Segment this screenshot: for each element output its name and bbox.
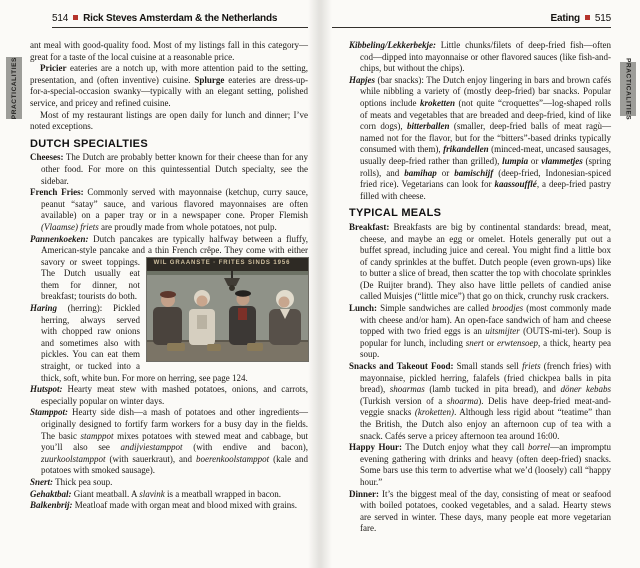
entry-snacks-and-takeout-food: Snacks and Takeout Food: Small stands sell friets (french fries) with mayonnaise, pickled herring, falafels (fried chickpea balls in pita bread), shoarmas (lamb tucked in pita bread), and döner kebabs (Turkish version of a shoarma). Delis have deep-fried meat-and-veggie snacks (kroketten). Although less rigid about “teatime” than the British, the Dutch also enjoy an afternoon cup of tea with a snack. Cafés serve a pricey afternoon tea around 16:00. — [349, 361, 612, 441]
intro-paragraph: Most of my restaurant listings are open daily for lunch and dinner; I’ve noted exceptions. — [30, 109, 308, 132]
page-right-515 — [320, 0, 640, 568]
entry-hutspot: Hutspot: Hearty meat stew with mashed potatoes, onions, and carrots, especially popular on winter days. — [30, 384, 308, 406]
right-page-body — [349, 40, 611, 535]
entry-balkenbrij: Balkenbrij: Meatloaf made with organ meat and blood mixed with grains. — [30, 500, 298, 511]
entry-lunch: Lunch: Simple sandwiches are called broodjes (most commonly made with cheese and/or ham). An open-face sandwich of ham and cheese topped with two fried eggs is an uitsmijter (OUTS-mi-ter). Soup is popular for lunch, including snert or erwtensoep, a thick, hearty pea soup. — [349, 303, 612, 360]
red-square-icon — [73, 15, 78, 20]
frites-stand-photo — [147, 258, 308, 361]
red-square-icon — [585, 15, 590, 20]
book-title: Rick Steves Amsterdam & the Netherlands — [83, 13, 278, 24]
left-running-head — [52, 13, 277, 24]
intro-paragraph: Pricier eateries are a notch up, with more attention paid to the setting, presentation, and (often inventive) cuisine. Splurge eateries are dress-up-for-a-special-occasion swanky—typically with an elegant setting, polished service, and pricey and refined cuisine. — [30, 63, 308, 108]
entry-haring: Haring (herring): Pickled herring, always served with chopped raw onions and sometimes also with pickles. You can eat them straight, or tucked into a thick, soft, white bun. For more on herring, see page 124. — [30, 303, 248, 383]
section-heading-dutch-specialties: DUTCH SPECIALTIES — [30, 137, 148, 150]
practicalities-side-tab-right — [620, 57, 636, 121]
header-rule-left — [52, 27, 308, 28]
entry-breakfast: Breakfast: Breakfasts are big by continental standards: bread, meat, cheese, and maybe an egg or omelet. Hotels generally put out a buffet spread, including juice and cereal. You might find a little box of candy sprinkles at the buffet. Dutch people (even grown-ups) like to butter a slice of bread, then scatter the top with chocolate sprinkles (De Ruijter brand). They also have little pellets of candied anise called Muisjes (“little mice”) that go on thick, crunchy rusk crackers. — [349, 221, 611, 302]
intro-paragraph: ant meal with good-quality food. Most of my listings fall in this category—great for a taste of the local cuisine at a reasonable price. — [30, 40, 308, 62]
entry-hapjes: Hapjes (bar snacks): The Dutch enjoy lingering in bars and brown cafés while nibbling a variety of (mostly deep-fried) bar snacks. Popular options include kroketten (not quite “croquettes”—log-shaped rolls of meats and vegetables that are breaded and deep-fried, kind of like corn dogs), bitterballen (smaller, deep-fried balls of meat ragù—named not for the flavor, but for the “bitters”-based drinks typically consumed with them), frikandellen (minced-meat, uncased sausages, usually deep-fried rather than grilled), lumpia or vlammetjes (spring rolls), and bamihap or bamischijf (deep-fried, Indonesian-spiced fried rice). Vegetarians can look for kaassoufflé, a deep-fried pastry filled with cheese. — [349, 74, 612, 201]
entry-gehaktbal: Gehaktbal: Giant meatball. A slavink is a meatball wrapped in bacon. — [30, 488, 281, 499]
entry-pannenkoeken: Pannenkoeken: Dutch pancakes are typically halfway between a fluffy, American-style pancake and a thin French crêpe. They WIL GRAANSTE · FRITES SINDS 1956 come with either savory or sweet toppings. The Dutch usually eat them for dinner, not breakfast; tourists do both. — [30, 234, 308, 304]
entry-cheeses: Cheeses: The Dutch are probably better known for their cheese than for any other food. For more on this quintessential Dutch specialty, see the sidebar. — [30, 152, 308, 186]
chapter-title: Eating — [550, 13, 580, 24]
entry-snert: Snert: Thick pea soup. — [30, 476, 113, 487]
entry-dinner: Dinner: It’s the biggest meal of the day, consisting of meat or seafood with boiled potatoes, cooked vegetables, and a salad. Hearty stews are served in winter. These days, many people eat more vegetarian fare. — [349, 488, 611, 534]
right-page-number: 515 — [594, 13, 611, 24]
side-tab-label: PRACTICALITIES — [10, 56, 18, 120]
entry-french-fries: French Fries: Commonly served with mayonnaise (ketchup, curry sauce, peanut “satay” sauce, and various flavored mayonnaises are often available) on a paper tray or in a newspaper cone. Proper Flemish (Vlaamse) friets are proudly made from whole potatoes, not pulp. — [30, 187, 308, 232]
entry-stamppot: Stamppot: Hearty side dish—a mash of potatoes and other ingredients—originally designed to fortify farm workers for a busy day in the fields. The basic stamppot mixes potatoes with stewed meat and cabbage, but you’ll also see andijviestamppot (with endive and bacon), zuurkoolstamppot (with sauerkraut), and boerenkoolstamppot (kale and potatoes with smoked sausage). — [30, 407, 308, 476]
practicalities-side-tab-left — [6, 57, 22, 119]
entry-happy-hour: Happy Hour: The Dutch enjoy what they call borrel—an impromptu evening gathering with drinks and heavy (often deep-fried) snacks. Some bars use this term to advertise what we’d (loosely) call “happy hour.” — [349, 442, 612, 487]
entry-kibbeling-lekkerbekje: Kibbeling/Lekkerbekje: Little chunks/filets of deep-fried fish—often cod—dipped into mayonnaise or other flavored sauces (like fish-and-chips, but without the chips). — [349, 40, 611, 74]
header-rule-right — [332, 27, 611, 28]
frites-stand-painting — [147, 271, 308, 361]
photo-banner-text: WIL GRAANSTE · FRITES SINDS 1956 — [147, 258, 308, 271]
left-page-body — [30, 40, 308, 512]
left-page-number: 514 — [52, 13, 69, 24]
side-tab-label: PRACTICALITIES — [624, 57, 632, 121]
right-running-head — [551, 13, 611, 24]
section-heading-typical-meals: TYPICAL MEALS — [349, 207, 442, 220]
